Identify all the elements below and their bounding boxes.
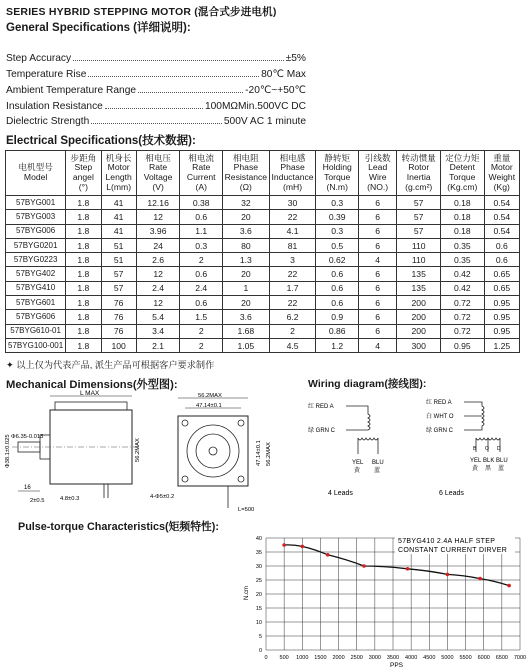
x-tick-label: 5500 [459,655,472,661]
table-cell: 57BYG402 [6,267,66,281]
spec-row [6,98,306,112]
table-cell: 1 [222,281,269,295]
table-cell: 0.95 [484,296,519,310]
table-cell: 110 [397,253,441,267]
table-cell: 0.6 [316,267,359,281]
table-note: ✦ 以上仅为代表产品, 派生产品可根据客户要求制作 [6,360,215,370]
table-cell: 3 [269,253,316,267]
column-header: 定位力矩 Detent Torque (Kg.cm) [441,151,485,196]
motor-front-square [178,416,248,486]
dot-leader [138,92,243,93]
wire-bottom-cn: 黄 [472,466,479,472]
dot-leader [73,60,284,61]
dot-leader [88,76,259,77]
table-cell: 4 [358,338,396,352]
table-cell: 1.68 [222,324,269,338]
table-cell: 300 [397,338,441,352]
table-cell: 0.54 [484,196,519,210]
table-cell: 20 [222,210,269,224]
table-cell: 1.25 [484,338,519,352]
chart-legend-line: 57BYG410 2.4A HALF STEP [398,538,496,545]
table-row [6,324,520,338]
x-tick-label: 4000 [405,655,418,661]
table-cell: 6 [358,196,396,210]
table-cell: 2 [180,338,223,352]
column-header: 相电压 Rate Voltage (V) [136,151,180,196]
dim-front-vert-outer: 56.2MAX [266,442,272,466]
y-tick-label: 0 [258,648,262,654]
table-header-row [6,151,520,196]
chart-ylabel: N.cm [244,586,250,600]
x-tick-label: 6500 [495,655,508,661]
coil-b [358,438,378,440]
table-cell: 41 [101,224,136,238]
table-cell: 0.65 [484,267,519,281]
table-cell: 0.35 [441,238,485,252]
table-cell: 0.6 [316,296,359,310]
table-cell: 6 [358,324,396,338]
table-cell: 1.8 [66,196,101,210]
dot-leader [105,108,203,109]
table-cell: 76 [101,324,136,338]
wire-bottom-label: BLK [483,458,495,464]
table-cell: 22 [269,296,316,310]
table-cell: 57 [397,224,441,238]
table-cell: 3.6 [222,224,269,238]
table-cell: 1.3 [222,253,269,267]
table-cell: 2.1 [136,338,180,352]
table-cell: 2.4 [136,281,180,295]
dim-holes: 4-Φ5±0.2 [150,494,175,500]
table-row [6,253,520,267]
column-header: 相电阻 Phase Resistance (Ω) [222,151,269,196]
spec-label: Insulation Resistance [6,101,103,112]
spec-row [6,66,306,80]
pulse-torque-chart [236,530,530,670]
table-cell: 4.5 [269,338,316,352]
table-cell: 57BYG601 [6,296,66,310]
table-cell: 12 [136,210,180,224]
spec-label: Ambient Temperature Range [6,85,137,96]
table-cell: 30 [269,196,316,210]
y-tick-label: 25 [255,578,262,584]
y-tick-label: 5 [258,634,262,640]
dim-boss-len: 2±0.5 [30,498,45,504]
table-cell: 135 [397,281,441,295]
table-cell: 57BYG100-001 [6,338,66,352]
table-cell: 0.65 [484,281,519,295]
dim-front-inner: 47.14±0.1 [196,403,222,409]
data-point [362,564,366,568]
table-cell: 6 [358,281,396,295]
spec-label: Temperature Rise [6,69,87,80]
table-cell: 0.62 [316,253,359,267]
table-cell: 6 [358,238,396,252]
table-cell: 0.86 [316,324,359,338]
table-cell: 20 [222,267,269,281]
x-tick-label: 0 [264,655,268,661]
y-tick-label: 15 [255,606,262,612]
wiring-diagram [306,392,526,500]
x-tick-label: 3000 [368,655,381,661]
x-tick-label: 1000 [296,655,309,661]
chart-ticks [256,536,526,661]
table-row [6,196,520,210]
table-cell: 0.18 [441,210,485,224]
front-shaft-circle [209,447,217,455]
pulse-heading: Pulse-torque Characteristics(矩频特性): [18,521,219,533]
wire-bottom-cn: 蓝 [498,466,505,472]
table-cell: 57BYG003 [6,210,66,224]
table-cell: 1.5 [180,310,223,324]
data-point [507,584,511,588]
wiring-heading: Wiring diagram(接线图): [308,378,427,390]
table-cell: 200 [397,324,441,338]
table-cell: 1.7 [269,281,316,295]
mount-hole [238,420,244,426]
mount-hole [182,420,188,426]
wire-label: 白 WHT O [426,414,454,420]
table-row [6,338,520,352]
spec-value: 80℃ Max [261,69,306,80]
front-pilot-circle [196,434,230,468]
spec-row [6,82,306,96]
y-tick-label: 10 [255,620,262,626]
column-header: 电机型号 Model [6,151,66,196]
table-cell: 0.3 [316,196,359,210]
mount-hole [182,476,188,482]
y-tick-label: 40 [255,536,262,542]
table-cell: 0.6 [316,281,359,295]
table-cell: 6 [358,296,396,310]
dim-boss: Φ38.1±0.025 [5,434,11,468]
table-cell: 1.8 [66,338,101,352]
table-cell: 110 [397,238,441,252]
table-cell: 22 [269,267,316,281]
table-cell: 6 [358,310,396,324]
table-cell: 0.72 [441,324,485,338]
table-cell: 80 [222,238,269,252]
table-cell: 0.54 [484,210,519,224]
x-tick-label: 6000 [477,655,490,661]
dim-body: 56.2MAX [135,438,141,462]
table-row [6,210,520,224]
table-cell: 57BYG610-01 [6,324,66,338]
wire-bottom-cn: 蓝 [374,468,381,474]
spec-value: ±5% [285,53,306,64]
table-cell: 1.1 [180,224,223,238]
x-tick-label: 5000 [441,655,454,661]
spec-value: 500V AC 1 minute [223,116,306,127]
data-point [406,567,410,571]
table-row [6,310,520,324]
wire-node-label: O [485,446,489,452]
table-body [6,196,520,353]
table-cell: 0.6 [180,267,223,281]
page-title: SERIES HYBRID STEPPING MOTOR (混合式步进电机) [6,6,277,18]
table-cell: 51 [101,253,136,267]
table-row [6,296,520,310]
table-cell: 0.72 [441,310,485,324]
table-cell: 0.38 [180,196,223,210]
table-cell: 1.8 [66,210,101,224]
dim-lmax: L MAX [80,390,100,397]
table-cell: 2 [180,253,223,267]
table-cell: 0.95 [441,338,485,352]
spec-label: Step Accuracy [6,53,72,64]
spec-row [6,50,306,64]
dot-leader [91,123,222,124]
table-cell: 6.2 [269,310,316,324]
motor-endcap [55,402,127,410]
table-cell: 0.42 [441,281,485,295]
table-cell: 12 [136,296,180,310]
table-cell: 57BYG0223 [6,253,66,267]
table-cell: 41 [101,196,136,210]
mechanical-drawing [0,388,300,516]
table-cell: 100 [101,338,136,352]
wiring-caption-4: 4 Leads [328,490,353,497]
table-cell: 57 [397,210,441,224]
wire-bottom-cn: 黑 [485,466,492,472]
table-cell: 57BYG001 [6,196,66,210]
table-cell: 57BYG606 [6,310,66,324]
table-cell: 3.4 [136,324,180,338]
table-row [6,267,520,281]
table-cell: 4 [358,253,396,267]
table-row [6,281,520,295]
chart-grid [266,538,520,650]
wire-label: 绿 GRN C [308,428,336,434]
table-cell: 1.8 [66,281,101,295]
dim-shaft: Φ6.35-0.013 [11,434,44,440]
table-cell: 0.18 [441,224,485,238]
data-point [446,573,450,577]
table-cell: 51 [101,238,136,252]
column-header: 步距角 Step angel (°) [66,151,101,196]
table-cell: 57BYG0201 [6,238,66,252]
general-specs-heading: General Specifications (详细说明): [6,22,191,34]
table-cell: 4.1 [269,224,316,238]
table-cell: 200 [397,296,441,310]
table-cell: 0.6 [180,296,223,310]
table-cell: 0.18 [441,196,485,210]
table-cell: 76 [101,296,136,310]
column-header: 相电流 Rate Current (A) [180,151,223,196]
column-header: 相电感 Phase Inductance (mH) [269,151,316,196]
table-cell: 0.6 [180,210,223,224]
wire-bottom-label: BLU [372,460,384,466]
wire-bottom-cn: 黄 [354,468,361,474]
table-cell: 2 [180,324,223,338]
table-cell: 57 [101,281,136,295]
table-cell: 0.54 [484,224,519,238]
spec-label: Dielectric Strength [6,116,90,127]
table-cell: 81 [269,238,316,252]
dim-16: 16 [24,485,31,491]
table-cell: 1.8 [66,253,101,267]
x-tick-label: 7000 [513,655,527,661]
table-cell: 1.8 [66,324,101,338]
table-cell: 3.96 [136,224,180,238]
table-cell: 12.16 [136,196,180,210]
wire-bottom-label: YEL [470,458,482,464]
mechanical-heading: Mechanical Dimensions(外型图): [6,379,178,391]
table-cell: 0.3 [180,238,223,252]
table-cell: 0.42 [441,267,485,281]
electrical-specs-heading: Electrical Specifications(技术数据): [6,135,196,147]
data-point [326,553,330,557]
table-cell: 6 [358,224,396,238]
table-cell: 6 [358,210,396,224]
table-cell: 3.6 [222,310,269,324]
table-cell: 1.8 [66,224,101,238]
column-header: 引线数 Lead Wire (NO.) [358,151,396,196]
table-cell: 0.39 [316,210,359,224]
spec-row [6,113,306,127]
data-point [282,543,286,547]
table-cell: 57BYG006 [6,224,66,238]
x-tick-label: 500 [279,655,289,661]
table-cell: 0.72 [441,296,485,310]
table-cell: 135 [397,267,441,281]
wire-node-label: D [497,446,501,452]
table-cell: 22 [269,210,316,224]
wire-label: 红 RED A [426,400,452,406]
table-cell: 57BYG410 [6,281,66,295]
y-tick-label: 30 [255,564,262,570]
column-header: 机身长 Motor Length L(mm) [101,151,136,196]
table-cell: 0.6 [484,238,519,252]
mount-hole [238,476,244,482]
table-cell: 0.9 [316,310,359,324]
table-row [6,224,520,238]
wire-bottom-label: BLU [496,458,508,464]
x-tick-label: 4500 [423,655,436,661]
wire-node-label: B [473,446,477,452]
table-cell: 6 [358,267,396,281]
column-header: 重量 Motor Weight (Kg) [484,151,519,196]
x-tick-label: 2000 [332,655,345,661]
column-header: 静转矩 Holding Torque (N.m) [316,151,359,196]
table-cell: 5.4 [136,310,180,324]
wire-label: 红 RED A [308,404,334,410]
table-cell: 41 [101,210,136,224]
coil-a [346,406,370,430]
table-cell: 57 [101,267,136,281]
chart-legend-line: CONSTANT CURRENT DIRVER [398,547,508,554]
spec-value: -20℃~+50℃ [245,85,306,96]
table-cell: 1.8 [66,296,101,310]
table-cell: 0.6 [484,253,519,267]
table-cell: 32 [222,196,269,210]
table-row [6,238,520,252]
chart-xlabel: PPS [390,662,404,669]
table-cell: 1.2 [316,338,359,352]
table-cell: 200 [397,310,441,324]
table-cell: 2.6 [136,253,180,267]
table-cell: 1.05 [222,338,269,352]
table-cell: 1.8 [66,310,101,324]
dim-lead: L=500 [238,507,255,513]
table-cell: 0.95 [484,310,519,324]
front-boss-circle [187,425,239,477]
table-cell: 20 [222,296,269,310]
spec-value: 100MΩMin.500VC DC [204,101,306,112]
x-tick-label: 3500 [386,655,400,661]
table-cell: 0.5 [316,238,359,252]
x-tick-label: 1500 [314,655,327,661]
table-cell: 0.95 [484,324,519,338]
table-cell: 1.8 [66,267,101,281]
table-cell: 2.4 [180,281,223,295]
electrical-spec-table [5,150,520,353]
wire-bottom-label: YEL [352,460,364,466]
column-header: 转动惯量 Rotor Inertia (g.cm²) [397,151,441,196]
y-tick-label: 35 [255,550,262,556]
table-cell: 12 [136,267,180,281]
data-point [300,545,304,549]
table-cell: 76 [101,310,136,324]
table-cell: 0.35 [441,253,485,267]
data-point [478,577,482,581]
table-cell: 57 [397,196,441,210]
dim-front-outer: 56.2MAX [198,393,222,399]
dim-flat: 4.8±0.3 [60,496,80,502]
wire-label: 绿 GRN C [426,428,454,434]
table-cell: 1.8 [66,238,101,252]
table-cell: 24 [136,238,180,252]
table-cell: 2 [269,324,316,338]
y-tick-label: 20 [255,592,262,598]
x-tick-label: 2500 [350,655,363,661]
table-cell: 0.3 [316,224,359,238]
dim-front-vert-inner: 47.14±0.1 [256,440,262,466]
wiring-caption-6: 6 Leads [439,490,464,497]
